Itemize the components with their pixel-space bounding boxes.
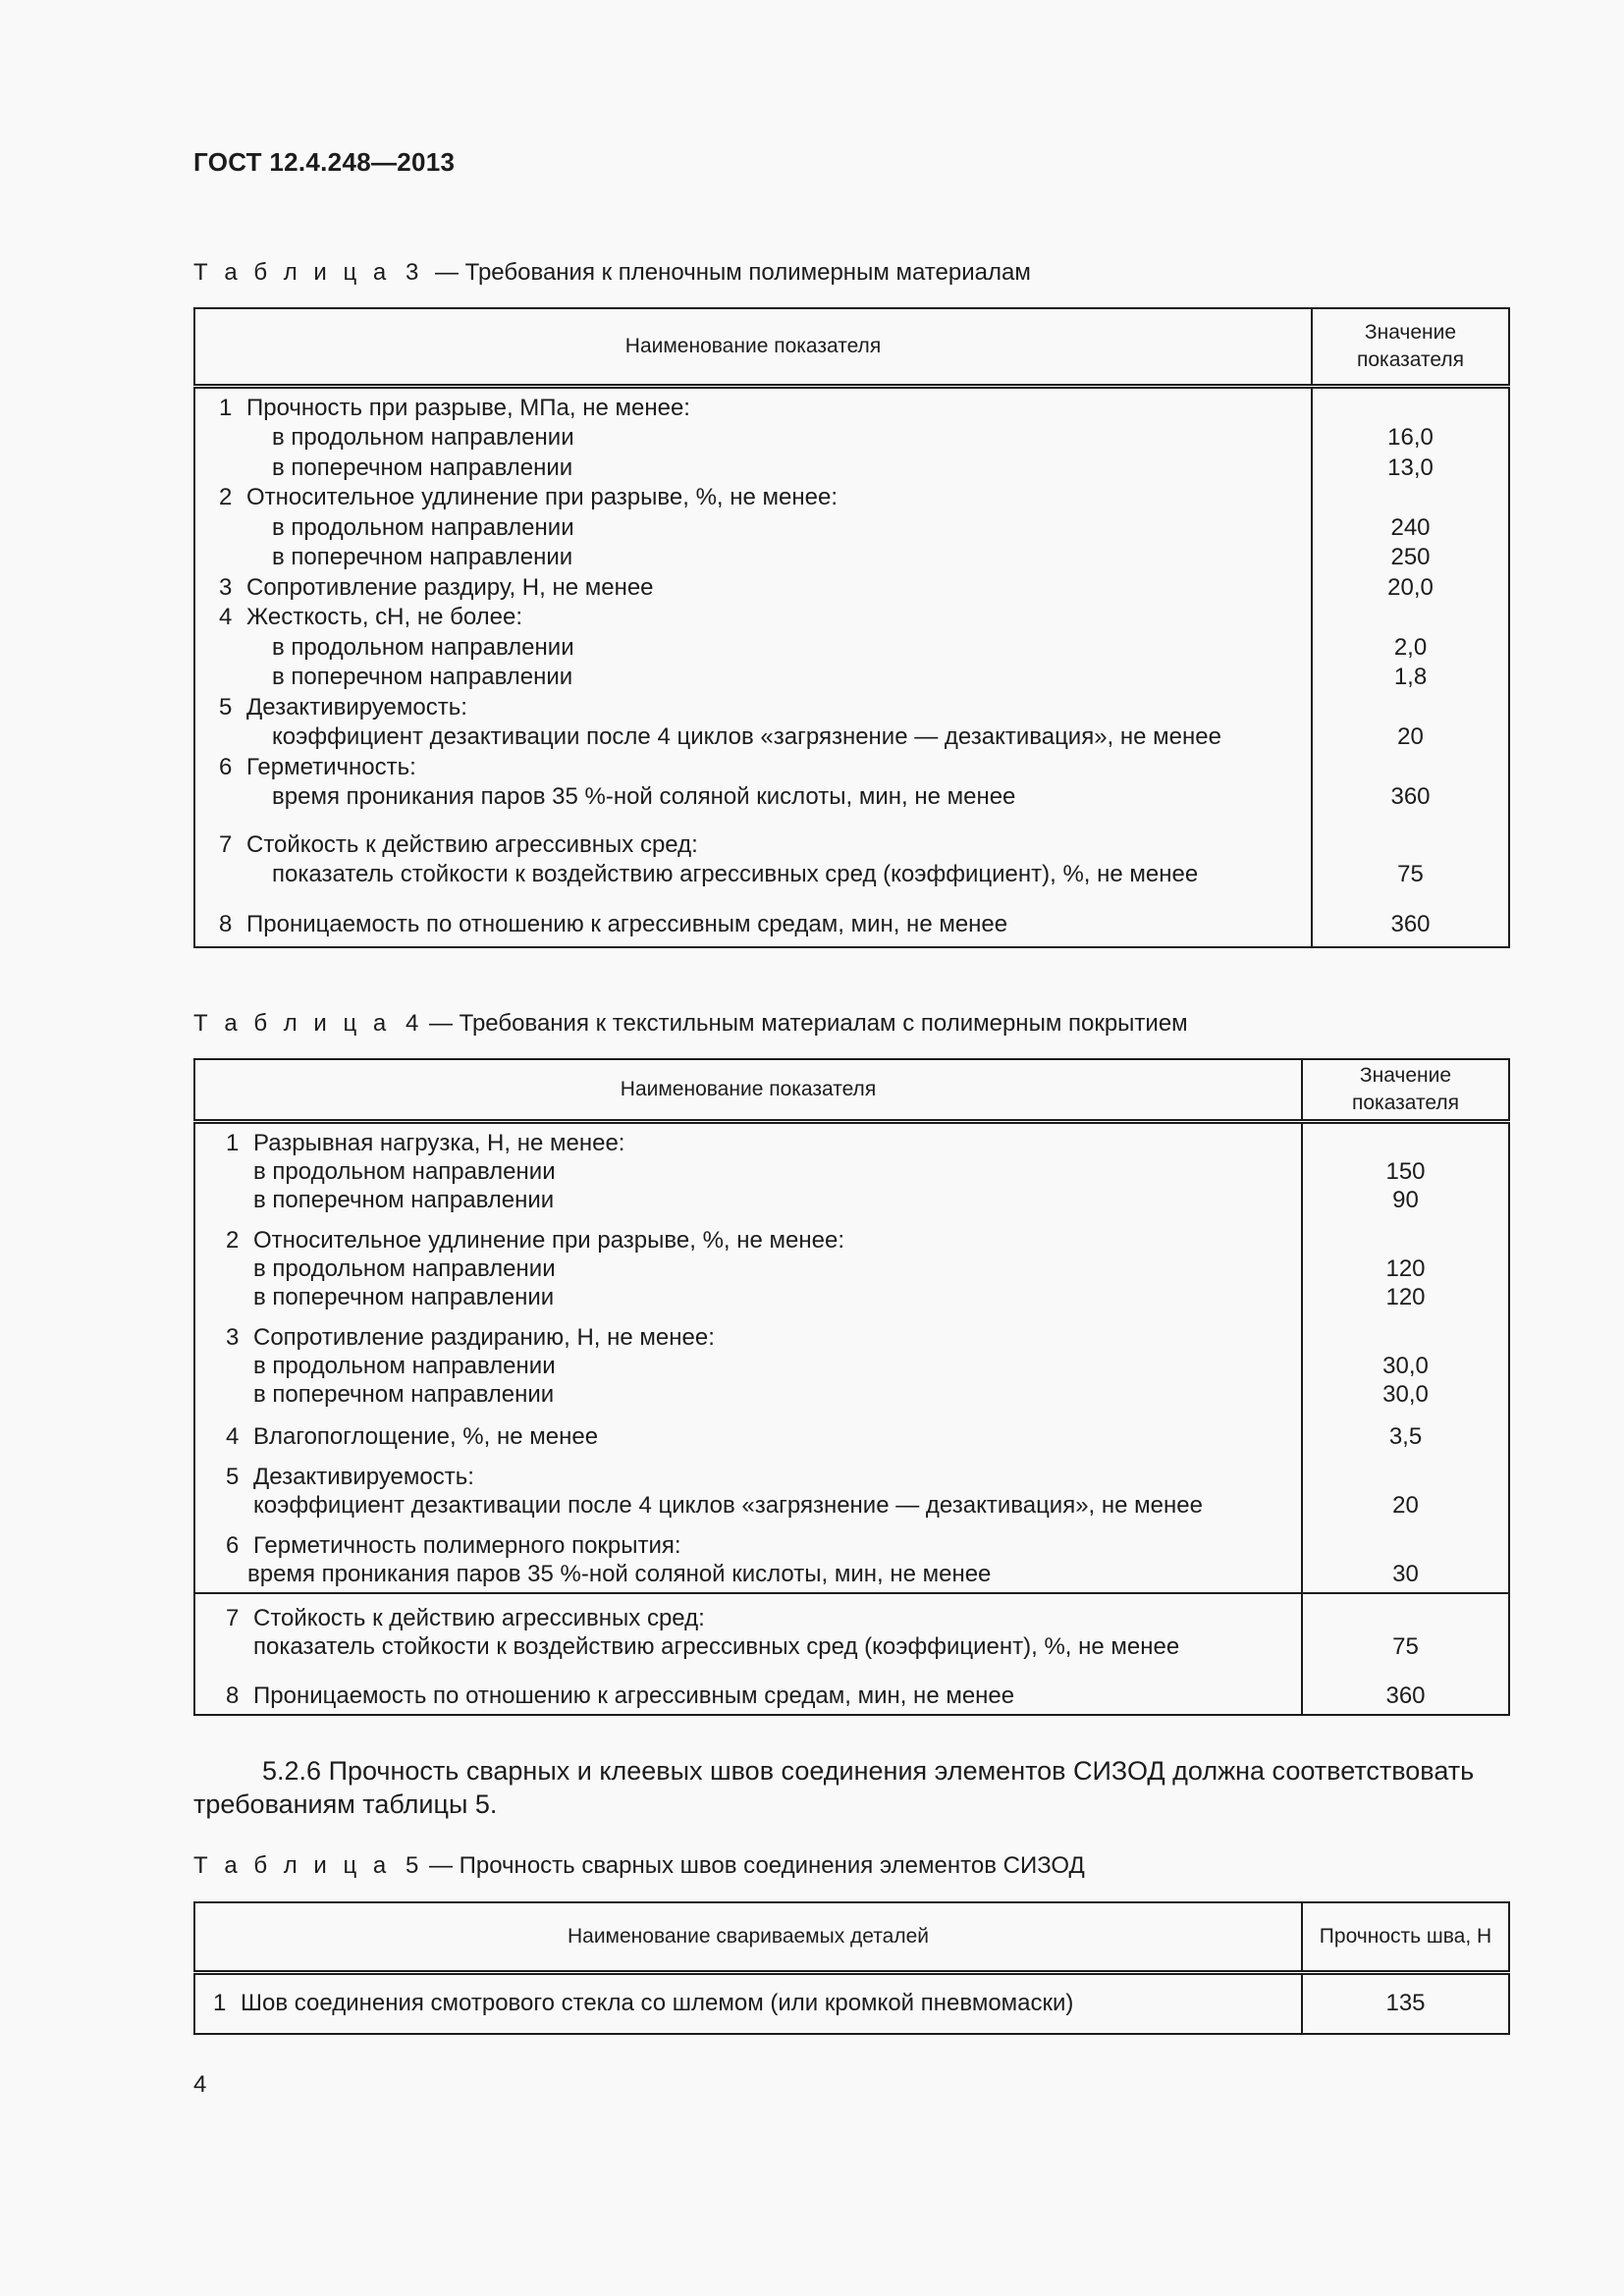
- table-value: 75: [1397, 861, 1424, 887]
- table-value: 13,0: [1387, 454, 1434, 481]
- table-row: 8 Проницаемость по отношению к агрессивным средам, мин, не менее: [226, 1682, 1015, 1709]
- clause-text-line1: Прочность сварных и клеевых швов соединения элементов СИЗОД должна соответствовать: [328, 1756, 1475, 1786]
- document-header: ГОСТ 12.4.248—2013: [193, 147, 456, 177]
- table-value: 120: [1385, 1255, 1426, 1282]
- table-value: [1303, 1531, 1508, 1560]
- table-value: 30,0: [1382, 1380, 1429, 1408]
- table3: [193, 307, 1510, 948]
- table4-names-cell-a: [194, 1121, 1302, 1593]
- table-value: 1,8: [1393, 664, 1428, 690]
- table3-caption-prefix: Т а б л и ц а: [193, 259, 392, 286]
- table-value: 360: [1390, 783, 1431, 810]
- table5-value-cell: [1302, 1972, 1509, 2034]
- table5-header-name: Наименование свариваемых деталей: [194, 1902, 1302, 1972]
- table4: [193, 1058, 1510, 1716]
- table3-caption: [193, 259, 1031, 287]
- table5-caption-text: — Прочность сварных швов соединения элементов СИЗОД: [428, 1852, 1085, 1879]
- table4-caption-prefix: Т а б л и ц а: [193, 1010, 392, 1037]
- table-row: в поперечном направлении: [253, 1283, 555, 1310]
- table5-caption-number: 5: [405, 1852, 419, 1879]
- table4-values-cell-b: [1302, 1593, 1509, 1715]
- table-row: 3 Сопротивление раздиранию, Н, не менее:: [226, 1323, 715, 1351]
- table-row: 1 Прочность при разрыве, МПа, не менее:: [219, 394, 690, 421]
- table-value: [1313, 603, 1508, 633]
- table-value: [1313, 483, 1508, 513]
- table-value: [1313, 830, 1508, 861]
- table5-header-value: Прочность шва, Н: [1302, 1902, 1509, 1972]
- table3-header-value: Значение показателя: [1312, 308, 1509, 386]
- clause-number: 5.2.6: [262, 1756, 322, 1786]
- table4-caption: [193, 1010, 1188, 1038]
- clause-5-2-6: [193, 1754, 1474, 1821]
- table-row: 4 Влагопоглощение, %, не менее: [226, 1422, 599, 1450]
- table-row: в продольном направлении: [272, 424, 574, 451]
- table4-names-cell-b: [194, 1593, 1302, 1715]
- table-value: [1313, 693, 1508, 723]
- table-row: в продольном направлении: [253, 1255, 556, 1282]
- table3-caption-number: 3: [405, 259, 419, 286]
- table-value: [1303, 1323, 1508, 1352]
- clause-text-line2: требованиям таблицы 5.: [193, 1789, 498, 1819]
- table-value: 30,0: [1382, 1352, 1429, 1379]
- table-row: 5 Дезактивируемость:: [219, 693, 467, 721]
- table-row: в поперечном направлении: [253, 1380, 555, 1408]
- table-row: показатель стойкости к воздействию агрессивных сред (коэффициент), %, не менее: [253, 1632, 1180, 1660]
- table-row: в продольном направлении: [253, 1352, 556, 1379]
- page-number: 4: [193, 2071, 207, 2098]
- table-row: в поперечном направлении: [253, 1186, 555, 1213]
- table3-names-cell: [194, 386, 1312, 947]
- table5-row: [194, 1972, 1302, 2034]
- table-row: 1 Разрывная нагрузка, Н, не менее:: [226, 1129, 625, 1156]
- table-value: 30: [1392, 1560, 1419, 1587]
- table4-header-value: Значение показателя: [1302, 1059, 1509, 1121]
- table-row: 6 Герметичность:: [219, 753, 416, 780]
- table-value: 75: [1392, 1632, 1419, 1660]
- table-row: в продольном направлении: [272, 633, 574, 661]
- table3-header-name: Наименование показателя: [194, 308, 1312, 386]
- table-value: 2,0: [1393, 633, 1428, 661]
- table3-values-cell: [1312, 386, 1509, 947]
- table-value: 240: [1390, 513, 1431, 541]
- table5-caption-prefix: Т а б л и ц а: [193, 1852, 392, 1879]
- table-row: 7 Стойкость к действию агрессивных сред:: [219, 830, 698, 858]
- table-row: в продольном направлении: [253, 1157, 556, 1185]
- table-value: 90: [1392, 1186, 1419, 1213]
- table5-caption: [193, 1852, 1085, 1880]
- table-value: 360: [1390, 910, 1431, 937]
- table-row: 6 Герметичность полимерного покрытия:: [226, 1531, 681, 1559]
- table-value: 16,0: [1387, 424, 1434, 451]
- table-value: [1303, 1129, 1508, 1157]
- table-value: 250: [1390, 544, 1431, 570]
- table-row: 8 Проницаемость по отношению к агрессивным средам, мин, не менее: [219, 910, 1008, 937]
- table-value: [1303, 1463, 1508, 1491]
- table-value: 360: [1385, 1682, 1426, 1709]
- table-row: показатель стойкости к воздействию агрессивных сред (коэффициент), %, не менее: [272, 861, 1199, 887]
- table3-caption-text: — Требования к пленочным полимерным материалам: [434, 259, 1031, 286]
- table-row: 4 Жесткость, сН, не более:: [219, 604, 523, 630]
- table-row: 1 Шов соединения смотрового стекла со шлемом (или кромкой пневмомаски): [213, 1990, 1074, 2016]
- table-value: [1313, 394, 1508, 424]
- table-value: [1303, 1226, 1508, 1255]
- table-row: в продольном направлении: [272, 513, 574, 541]
- table-row: 2 Относительное удлинение при разрыве, %, не менее:: [226, 1226, 844, 1254]
- table-value: [1303, 1604, 1508, 1632]
- table-value: 20: [1392, 1491, 1419, 1519]
- table-value: 20,0: [1387, 573, 1434, 601]
- table4-caption-text: — Требования к текстильным материалам с полимерным покрытием: [428, 1010, 1188, 1037]
- table-row: коэффициент дезактивации после 4 циклов «загрязнение — дезактивация», не менее: [253, 1491, 1203, 1519]
- table-row: 3 Сопротивление раздиру, Н, не менее: [219, 573, 654, 601]
- table-value: 20: [1397, 723, 1424, 750]
- table-row: в поперечном направлении: [272, 544, 573, 570]
- table4-caption-number: 4: [405, 1010, 419, 1037]
- table-row: время проникания паров 35 %-ной соляной кислоты, мин, не менее: [247, 1560, 992, 1587]
- table-row: 2 Относительное удлинение при разрыве, %, не менее:: [219, 484, 838, 510]
- table-value: 120: [1385, 1283, 1426, 1310]
- table-value: 150: [1385, 1157, 1426, 1185]
- table4-values-cell-a: [1302, 1121, 1509, 1593]
- table-row: в поперечном направлении: [272, 454, 573, 481]
- table-row: время проникания паров 35 %-ной соляной кислоты, мин, не менее: [272, 783, 1016, 810]
- table4-header-name: Наименование показателя: [194, 1059, 1302, 1121]
- table-row: в поперечном направлении: [272, 664, 573, 690]
- table-value: 3,5: [1388, 1422, 1423, 1450]
- table-value: [1313, 753, 1508, 783]
- table5: [193, 1901, 1510, 2035]
- table-row: 7 Стойкость к действию агрессивных сред:: [226, 1604, 705, 1631]
- table-row: 5 Дезактивируемость:: [226, 1463, 474, 1490]
- table-row: коэффициент дезактивации после 4 циклов «загрязнение — дезактивация», не менее: [272, 723, 1221, 750]
- table-value: 135: [1385, 1990, 1426, 2016]
